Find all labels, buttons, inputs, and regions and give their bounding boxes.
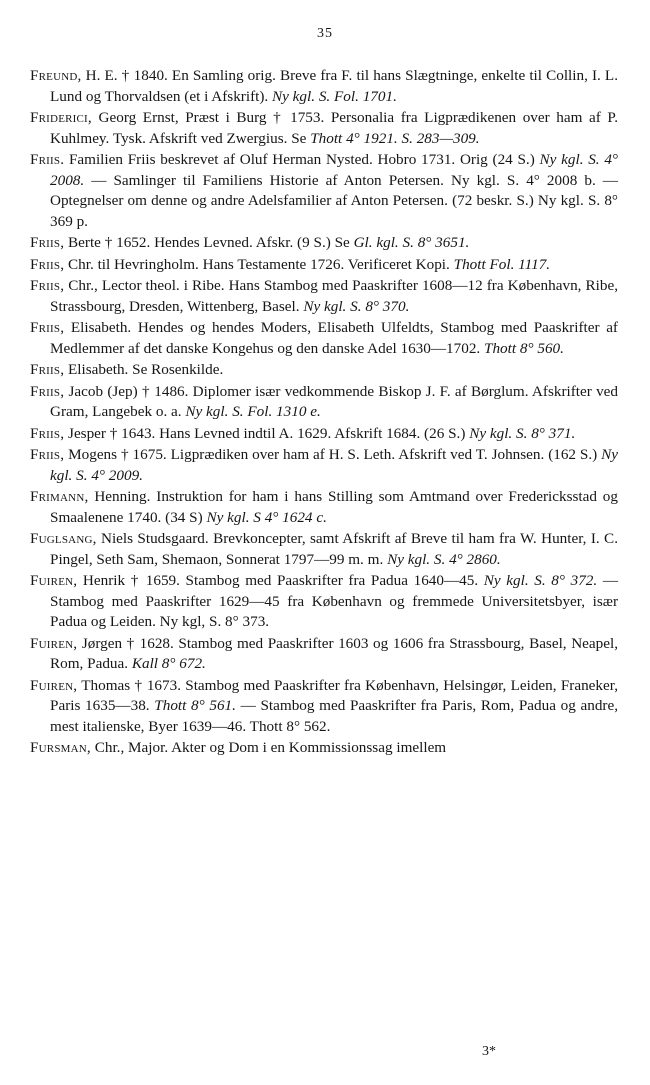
entry-name: Friis.: [30, 151, 65, 168]
entry-reference: Ny kgl. S 4° 1624 c.: [206, 508, 327, 526]
entry-friis-chr-hevringholm: [30, 255, 618, 276]
entry-frimann: [30, 487, 618, 528]
entry-text: Henning. Instruktion for ham i hans Stilling som Amtmand over Fredericksstad og Smaalenene 1740. (34 S): [50, 488, 618, 526]
entry-reference: Ny kgl. S. Fol. 1701.: [272, 87, 397, 105]
entry-name: Fuiren,: [30, 634, 78, 652]
entry-continuation: — Stambog med Paaskrifter fra Paris, Rom, Padua og andre, mest italienske, Byer 1639—46. Thott 8° 562.: [50, 697, 619, 735]
entry-name: Fuiren,: [30, 676, 78, 694]
entry-name: Freund,: [30, 67, 82, 84]
entry-friis-jacob: [30, 382, 618, 423]
entry-reference: Ny kgl. S. 8° 372.: [483, 572, 598, 589]
entry-text: Jørgen † 1628. Stambog med Paaskrifter 1603 og 1606 fra Strassbourg, Basel, Neapel, Rom, Padua.: [50, 634, 618, 672]
entry-reference: Ny kgl. S. Fol. 1310 e.: [185, 403, 321, 420]
entry-reference: Ny kgl. S. 4° 2009.: [50, 446, 618, 484]
entry-fuiren-thomas: [30, 676, 618, 738]
entry-text: Thomas † 1673. Stambog med Paaskrifter fra København, Helsingør, Leiden, Franeker, Paris 1635—38.: [50, 676, 618, 714]
entry-text: Chr., Major. Akter og Dom i en Kommissionssag imellem: [90, 739, 447, 756]
entry-text: Georg Ernst, Præst i Burg † 1753. Personalia fra Ligprædikenen over ham af P. Kuhlmey. Tysk. Afskrift ved Zwergius. Se: [50, 109, 618, 147]
entry-reference: Ny kgl. S. 8° 371.: [469, 424, 576, 442]
entry-friderici: [30, 108, 618, 149]
entry-text: Familien Friis beskrevet af Oluf Herman Nysted. Hobro 1731. Orig (24 S.): [64, 151, 540, 168]
entry-reference: Ny kgl. S. 4° 2860.: [387, 550, 501, 568]
entry-friis-elisabeth: [30, 318, 618, 359]
entry-text: Chr., Lector theol. i Ribe. Hans Stambog med Paaskrifter 1608—12 fra København, Ribe, Strassbourg, Dresden, Wittenberg, Basel.: [50, 277, 618, 315]
entry-reference: Kall 8° 672.: [131, 655, 206, 672]
entry-reference: Gl. kgl. S. 8° 3651.: [353, 234, 470, 251]
entry-reference: Ny kgl. S. 8° 370.: [303, 297, 410, 315]
entry-text: Elisabeth. Hendes og hendes Moders, Elisabeth Ulfeldts, Stambog med Paaskrifter af Medlemmer af det danske Kongehus og den danske Adel 1630—1702.: [50, 319, 618, 357]
entry-name: Frimann,: [30, 488, 89, 505]
entry-reference: Thott Fol. 1117.: [453, 255, 551, 273]
entry-name: Friis,: [30, 255, 65, 273]
entry-text: Henrik † 1659. Stambog med Paaskrifter fra Padua 1640—45.: [77, 572, 484, 589]
entry-reference: Thott 4° 1921. S. 283—309.: [310, 129, 480, 147]
entry-name: Fursman,: [30, 739, 91, 756]
entry-name: Friis,: [30, 234, 65, 251]
entry-text: H. E. † 1840. En Samling orig. Breve fra F. til hans Slægtninge, enkelte til Collin, I. L. Lund og Thorvaldsen (et i Afskrift).: [50, 67, 618, 105]
entry-list: [30, 66, 618, 760]
entry-name: Friis,: [30, 382, 65, 400]
entry-name: Friis,: [30, 446, 65, 463]
entry-name: Fuglsang,: [30, 530, 97, 547]
signature-mark: 3*: [482, 1044, 496, 1059]
entry-reference: Thott 8° 561.: [154, 697, 236, 714]
entry-freund: [30, 66, 618, 107]
entry-reference: Ny kgl. S. 4° 2008.: [50, 151, 619, 189]
entry-text: Jesper † 1643. Hans Levned indtil A. 1629. Afskrift 1684. (26 S.): [64, 424, 470, 442]
entry-friis-familien: [30, 150, 618, 232]
entry-text: Jacob (Jep) † 1486. Diplomer især vedkommende Biskop J. F. af Børglum. Afskrifter ved Gram, Langebek o. a.: [50, 382, 618, 420]
entry-text: Elisabeth. Se Rosenkilde.: [64, 361, 224, 378]
entry-name: Friis,: [30, 319, 65, 336]
entry-name: Friis,: [30, 361, 65, 378]
entry-fursman: [30, 738, 618, 759]
entry-continuation: — Stambog med Paaskrifter 1629—45 fra København og fremmede Universitetsbyer, især Padua og Leiden. Ny kgl, S. 8° 373.: [50, 572, 619, 630]
entry-name: Friis,: [30, 277, 65, 294]
entry-text: Chr. til Hevringholm. Hans Testamente 1726. Verificeret Kopi.: [64, 255, 454, 273]
entry-name: Fuiren,: [30, 572, 78, 589]
entry-fuiren-jorgen: [30, 634, 618, 675]
entry-friis-elisabeth-rosenkilde: [30, 360, 618, 381]
entry-text: Berte † 1652. Hendes Levned. Afskr. (9 S.) Se: [64, 234, 354, 251]
entry-friis-jesper: [30, 424, 618, 445]
page-number: 35: [317, 26, 333, 41]
entry-fuglsang: [30, 529, 618, 570]
entry-fuiren-henrik: [30, 571, 618, 633]
entry-name: Friderici,: [30, 109, 92, 126]
entry-name: Friis,: [30, 424, 65, 442]
entry-text: Mogens † 1675. Ligprædiken over ham af H. S. Leth. Afskrift ved T. Johnsen. (162 S.): [64, 446, 602, 463]
entry-friis-berte: [30, 233, 618, 254]
entry-text: Niels Studsgaard. Brevkoncepter, samt Afskrift af Breve til ham fra W. Hunter, I. C. Pingel, Seth Sam, Shemaon, Sonnerat 1797—99 m. m.: [50, 530, 618, 568]
entry-friis-chr-lector: [30, 276, 618, 317]
entry-reference: Thott 8° 560.: [484, 339, 564, 357]
entry-continuation: — Samlinger til Familiens Historie af Anton Petersen. Ny kgl. S. 4° 2008 b. — Optegnelser om denne og andre Adelsfamilier af Anton Petersen. (72 beskr. S.) Ny kgl. S. 8° 369 p.: [50, 171, 618, 230]
entry-friis-mogens: [30, 445, 618, 486]
